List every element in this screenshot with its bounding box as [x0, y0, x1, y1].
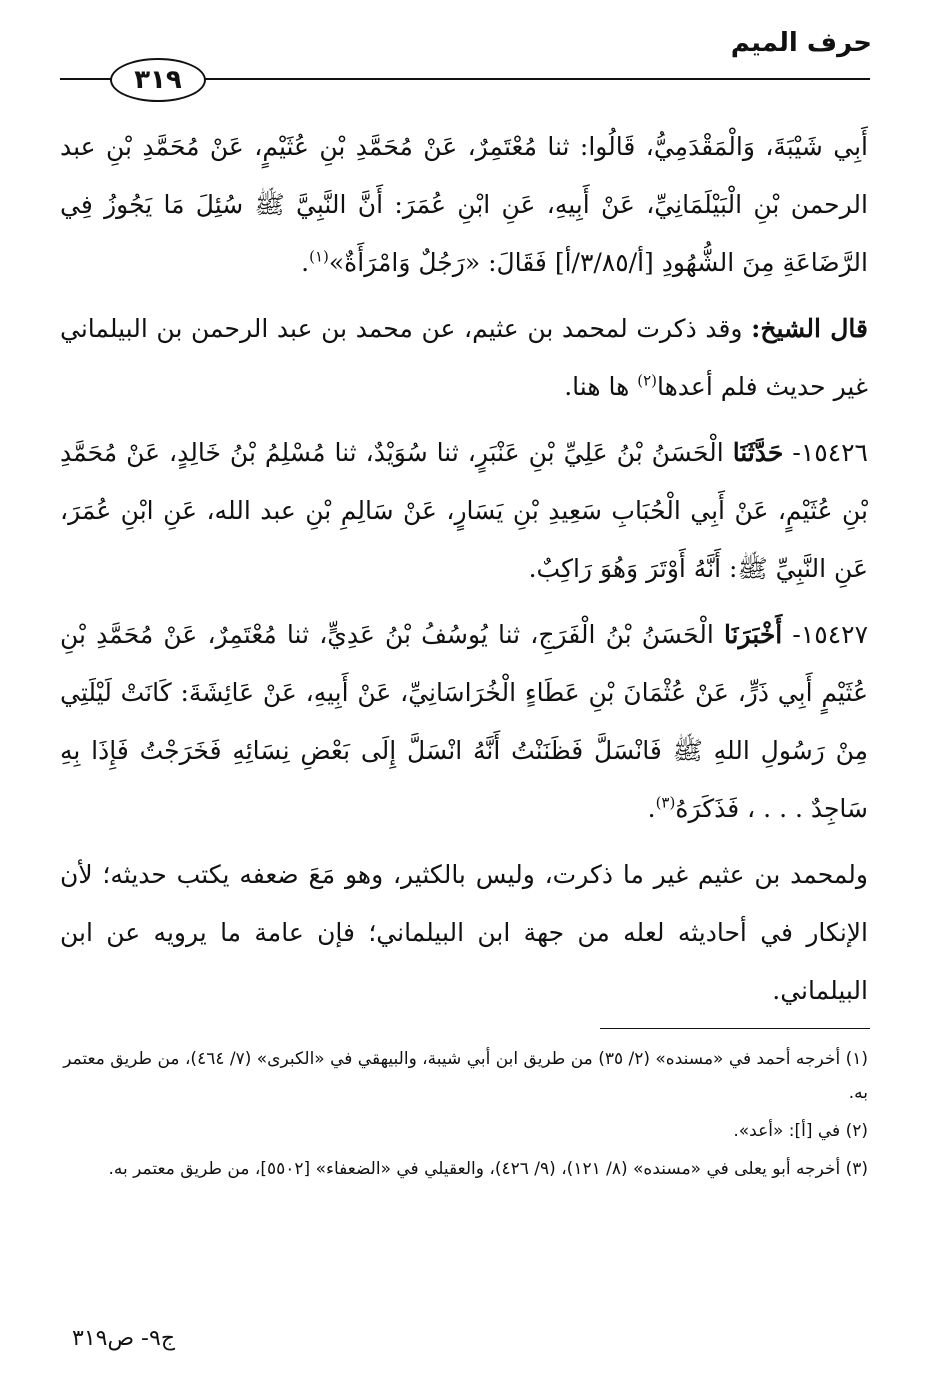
hadith-text: الْحَسَنُ بْنُ الْفَرَجِ، ثنا يُوسُفُ بْنُ عَدِيٍّ، ثنا مُعْتَمِرٌ، عَنْ مُحَمَّدِ بْنِ عُثَيْمٍ أَبِي ذَرٍّ، عَنْ عُثْمَانَ بْنِ عَطَاءٍ الْخُرَاسَانِيِّ، عَنْ أَبِيهِ، عَنْ عَائِشَةَ: كَانَتْ لَيْلَتِي مِنْ رَسُولِ اللهِ ﷺ فَانْسَلَّ فَظَنَنْتُ أَنَّهُ انْسَلَّ إِلَى بَعْضِ نِسَائِهِ فَخَرَجْتُ فَإِذَا بِهِ سَاجِدٌ . . . ، فَذَكَرَهُ [60, 620, 868, 823]
paragraph-1-end: . [301, 248, 310, 277]
paragraph-1-text: أَبِي شَيْبَةَ، وَالْمَقْدَمِيُّ، قَالُوا: ثنا مُعْتَمِرٌ، عَنْ مُحَمَّدِ بْنِ عُثَيْمٍ، عَنْ مُحَمَّدِ بْنِ عبد الرحمن بْنِ الْبَيْلَمَانِيِّ، عَنْ أَبِيهِ، عَنِ ابْنِ عُمَرَ: أَنَّ النَّبِيَّ ﷺ سُئِلَ مَا يَجُوزُ فِي الرَّضَاعَةِ مِنَ الشُّهُودِ [أ/٣/٨٥/أ] فَقَالَ: «رَجُلٌ وَامْرَأَةٌ» [60, 132, 868, 277]
hadith-end: . [647, 794, 656, 823]
paragraph-2-text: وقد ذكرت لمحمد بن عثيم، عن محمد بن عبد الرحمن بن البيلماني غير حديث فلم أعدها [60, 314, 868, 401]
hadith-15427 [60, 606, 868, 838]
hadith-number: ١٥٤٢٦- [792, 438, 868, 467]
chapter-header-title: حرف الميم [730, 28, 872, 58]
sheikh-label: قال الشيخ: [751, 314, 868, 343]
hadith-number: ١٥٤٢٧- [792, 620, 869, 649]
paragraph-3 [60, 846, 868, 1020]
main-text [60, 118, 868, 1028]
footnotes [60, 1042, 868, 1190]
paragraph-3-text: ولمحمد بن عثيم غير ما ذكرت، وليس بالكثير، وهو مَعَ ضعفه يكتب حديثه؛ لأن الإنكار في أحاديثه لعله من جهة ابن البيلماني؛ فإن عامة ما يرويه عن ابن البيلماني. [60, 860, 868, 1005]
hadith-narration-label: أَخْبَرَنَا [723, 620, 783, 649]
paragraph-2 [60, 300, 868, 416]
hadith-narration-label: حَدَّثَنَا [732, 438, 784, 467]
footnote-ref-1: (١) [309, 247, 329, 266]
footnote-2: (٢) في [أ]: «أعد». [733, 1121, 868, 1141]
paragraph-2-end: ها هنا. [564, 372, 630, 401]
footnote-ref-2: (٢) [637, 371, 657, 390]
page-footer: ج٩- ص٣١٩ [72, 1326, 176, 1351]
footnote-1: (١) أخرجه أحمد في «مسنده» (٢/ ٣٥) من طريق ابن أبي شيبة، والبيهقي في «الكبرى» (٧/ ٤٦٤)، من طريق معتمر به. [63, 1049, 868, 1103]
footnote-rule [600, 1028, 870, 1029]
page-number-badge: ٣١٩ [110, 58, 206, 102]
footnote-3: (٣) أخرجه أبو يعلى في «مسنده» (٨/ ١٢١)، (٩/ ٤٢٦)، والعقيلي في «الضعفاء» [٥٥٠٢]، من طريق معتمر به. [108, 1159, 868, 1179]
paragraph-1 [60, 118, 868, 292]
footnote-ref-3: (٣) [655, 793, 676, 812]
hadith-text: الْحَسَنُ بْنُ عَلِيِّ بْنِ عَنْبَرٍ، ثنا سُوَيْدٌ، ثنا مُسْلِمُ بْنُ خَالِدٍ، عَنْ مُحَمَّدِ بْنِ عُثَيْمٍ، عَنْ أَبِي الْحُبَابِ سَعِيدِ بْنِ يَسَارٍ، عَنْ سَالِمِ بْنِ عبد الله، عَنِ ابْنِ عُمَرَ، عَنِ النَّبِيِّ ﷺ: أَنَّهُ أَوْتَرَ وَهُوَ رَاكِبٌ. [60, 438, 868, 583]
hadith-15426 [60, 424, 868, 598]
